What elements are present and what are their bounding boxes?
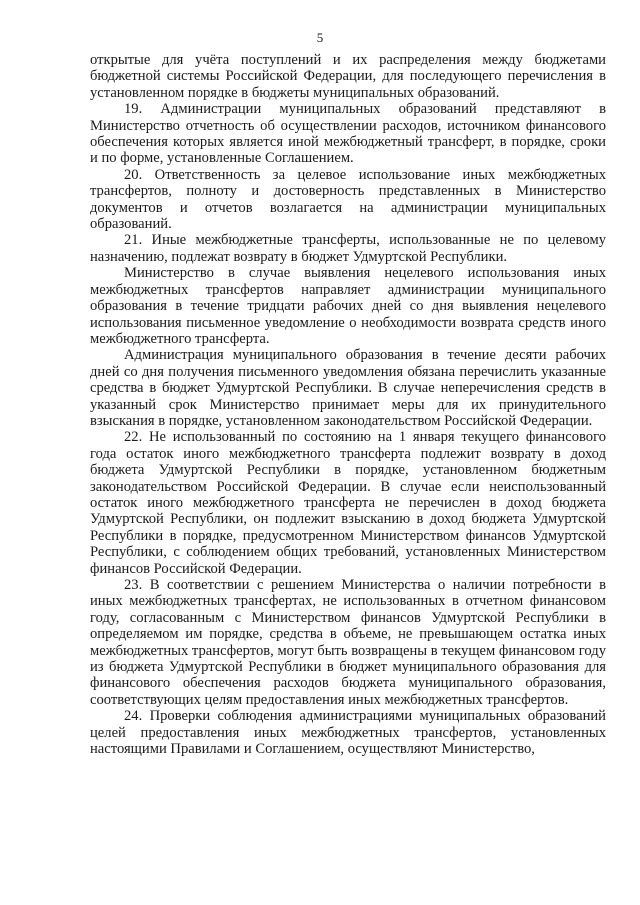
paragraph-20: 20. Ответственность за целевое использование иных межбюджетных трансфертов, полноту и достоверность представленных в Министерство документов и отчетов возлагается на администрации муниципальных образований.	[90, 166, 606, 233]
page-number: 5	[316, 30, 324, 45]
paragraph-continuation: открытые для учёта поступлений и их распределения между бюджетами бюджетной системы Российской Федерации, для последующего перечисления в установленном порядке в бюджеты муниципальных образований.	[90, 52, 606, 101]
paragraph-21-misuse-notice: Министерство в случае выявления нецелевого использования иных межбюджетных трансфертов направляет администрации муниципального образования в течение тридцати рабочих дней со дня выявления нецелевого использования письменное уведомление о необходимости возврата средств иного межбюджетного трансферта.	[90, 265, 606, 347]
paragraph-23: 23. В соответствии с решением Министерства о наличии потребности в иных межбюджетных трансфертах, не использованных в отчетном финансовом году, согласованным с Министерством финансов Удмуртской Республики в определяемом им порядке, средства в объеме, не превышающем остатка иных межбюджетных трансфертов, могут быть возвращены в текущем финансовом году из бюджета Удмуртской Республики в бюджет муниципального образования для финансового обеспечения расходов бюджета муниципального образования, соответствующих целям предоставления иных межбюджетных трансфертов.	[90, 577, 606, 708]
paragraph-24: 24. Проверки соблюдения администрациями муниципальных образований целей предоставления иных межбюджетных трансфертов, установленных настоящими Правилами и Соглашением, осуществляют Министерство,	[90, 708, 606, 758]
paragraph-21: 21. Иные межбюджетные трансферты, использованные не по целевому назначению, подлежат возврату в бюджет Удмуртской Республики.	[90, 232, 606, 265]
paragraph-21-repayment: Администрация муниципального образования в течение десяти рабочих дней со дня получения письменного уведомления обязана перечислить указанные средства в бюджет Удмуртской Республики. В случае неперечисления средств в указанный срок Министерство принимает меры для их принудительного взыскания в порядке, установленном законодательством Российской Федерации.	[90, 347, 606, 429]
paragraph-19: 19. Администрации муниципальных образований представляют в Министерство отчетность об осуществлении расходов, источником финансового обеспечения которых является иной межбюджетный трансферт, в порядке, сроки и по форме, установленные Соглашением.	[90, 101, 606, 167]
document-body	[90, 52, 606, 757]
paragraph-22: 22. Не использованный по состоянию на 1 января текущего финансового года остаток иного межбюджетного трансферта подлежит возврату в доход бюджета Удмуртской Республики в порядке, установленном бюджетным законодательством Российской Федерации. В случае если неиспользованный остаток иного межбюджетного трансферта не перечислен в доход бюджета Удмуртской Республики, он подлежит взысканию в доход бюджета Удмуртской Республики в порядке, предусмотренном Министерством финансов Удмуртской Республики, с соблюдением общих требований, установленных Министерством финансов Российской Федерации.	[90, 429, 606, 577]
